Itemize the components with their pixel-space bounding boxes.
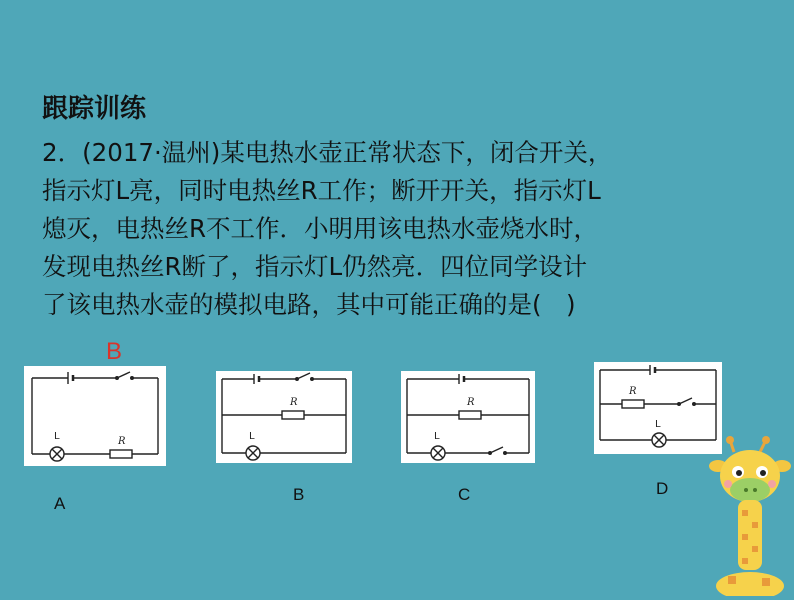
lamp-label: L [249,431,255,442]
option-label-c: C [458,485,471,504]
question-line: 指示灯L亮，同时电热丝R工作；断开开关，指示灯L [42,176,601,205]
resistor-label: R [118,436,126,447]
question-line: 发现电热丝R断了，指示灯L仍然亮．四位同学设计 [42,252,588,281]
option-label-a: A [54,494,66,513]
circuit-diagram-a [24,366,166,466]
answer-mark: B [106,338,123,365]
option-label-d: D [656,479,669,498]
switch-icon [679,398,692,404]
resistor-icon [459,411,481,419]
lamp-label: L [434,431,440,442]
resistor-label: R [467,397,475,408]
lamp-label: L [655,419,661,430]
circuit-diagram-d [594,362,722,454]
question-text [42,134,777,324]
resistor-label: R [629,386,637,397]
resistor-icon [110,450,132,458]
resistor-icon [622,400,644,408]
question-line: 2．(2017·温州)某电热水壶正常状态下，闭合开关， [42,138,613,167]
section-heading: 跟踪训练 [42,94,147,124]
resistor-label: R [290,397,298,408]
question-line: 了该电热水壶的模拟电路，其中可能正确的是( ) [42,290,576,319]
giraffe-decoration-icon [708,436,794,600]
circuit-diagram-b [216,371,352,463]
resistor-icon [282,411,304,419]
lamp-label: L [54,431,60,442]
switch-icon [297,373,310,379]
circuit-diagram-c [401,371,535,463]
switch-icon [117,372,130,378]
question-line: 熄灭，电热丝R不工作．小明用该电热水壶烧水时， [42,214,599,243]
switch-icon [490,447,503,453]
option-label-b: B [293,485,305,504]
